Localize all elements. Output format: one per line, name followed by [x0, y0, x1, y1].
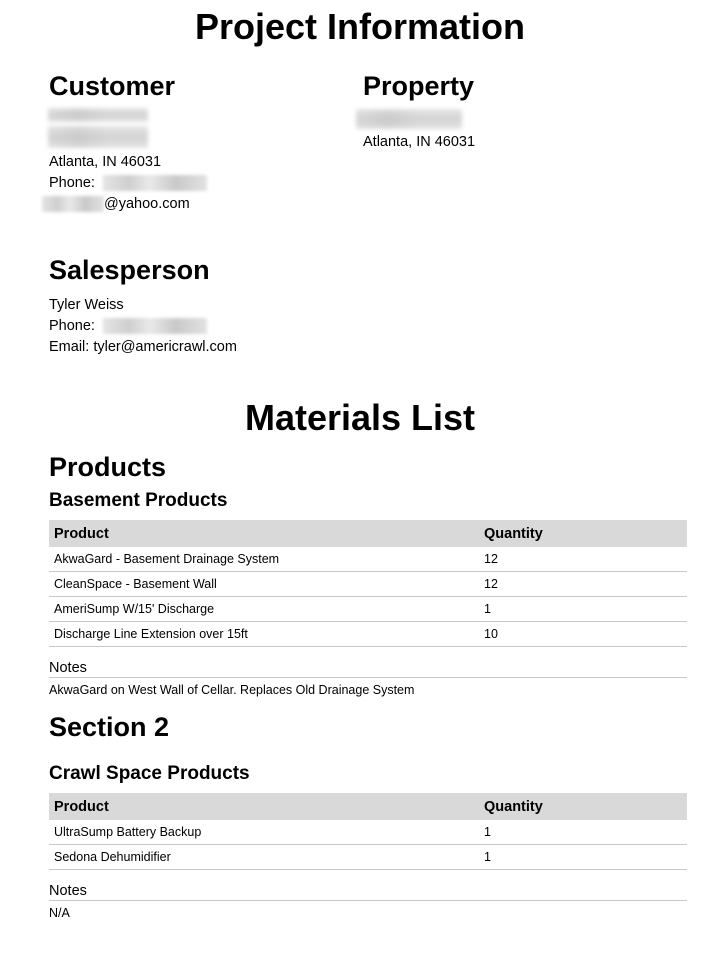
quantity-cell: 12: [479, 572, 687, 597]
table-header-row: [49, 793, 687, 820]
table-row: [49, 820, 687, 845]
quantity-cell: 1: [479, 845, 687, 870]
table-row: [49, 597, 687, 622]
notes-text: AkwaGard on West Wall of Cellar. Replaces Old Drainage System: [49, 683, 415, 697]
products-heading: Products: [49, 452, 167, 482]
redacted-customer-email-user: [42, 196, 104, 212]
table-row: [49, 622, 687, 647]
section-2-heading: Section 2: [49, 712, 170, 742]
customer-heading: Customer: [49, 71, 176, 101]
product-cell: Sedona Dehumidifier: [49, 845, 479, 870]
column-header-product: Product: [49, 520, 479, 547]
redacted-customer-name: [48, 108, 148, 122]
customer-email: [42, 194, 190, 215]
salesperson-email: Email: tyler@americrawl.com: [49, 339, 237, 355]
quantity-cell: 10: [479, 622, 687, 647]
customer-city: Atlanta, IN 46031: [49, 154, 162, 170]
crawl-space-products-table: [49, 793, 687, 870]
notes-label: Notes: [49, 660, 87, 676]
table-row: [49, 845, 687, 870]
quantity-cell: 1: [479, 597, 687, 622]
table-row: [49, 572, 687, 597]
quantity-cell: 1: [479, 820, 687, 845]
notes-text: N/A: [49, 906, 70, 920]
customer-email-suffix: @yahoo.com: [104, 196, 190, 212]
column-header-quantity: Quantity: [479, 520, 687, 547]
notes-divider: [49, 677, 687, 678]
basement-products-heading: Basement Products: [49, 490, 228, 511]
salesperson-phone-label: Phone:: [49, 318, 95, 334]
customer-phone: [49, 173, 207, 194]
product-cell: AmeriSump W/15' Discharge: [49, 597, 479, 622]
column-header-quantity: Quantity: [479, 793, 687, 820]
product-cell: AkwaGard - Basement Drainage System: [49, 547, 479, 572]
redacted-customer-phone: [103, 175, 207, 191]
salesperson-heading: Salesperson: [49, 255, 210, 285]
quantity-cell: 12: [479, 547, 687, 572]
table-row: [49, 547, 687, 572]
redacted-salesperson-phone: [103, 318, 207, 334]
page-title: Project Information: [194, 6, 526, 47]
materials-title: Materials List: [244, 397, 476, 438]
property-city: Atlanta, IN 46031: [363, 134, 476, 150]
redacted-customer-address: [48, 126, 148, 148]
property-heading: Property: [363, 71, 475, 101]
notes-label: Notes: [49, 883, 87, 899]
salesperson-phone: [49, 316, 207, 337]
table-header-row: [49, 520, 687, 547]
product-cell: CleanSpace - Basement Wall: [49, 572, 479, 597]
customer-phone-label: Phone:: [49, 175, 95, 191]
crawl-space-products-heading: Crawl Space Products: [49, 763, 250, 784]
basement-products-table: [49, 520, 687, 647]
column-header-product: Product: [49, 793, 479, 820]
redacted-property-address: [356, 109, 462, 129]
product-cell: Discharge Line Extension over 15ft: [49, 622, 479, 647]
notes-divider: [49, 900, 687, 901]
salesperson-name: Tyler Weiss: [49, 297, 124, 313]
product-cell: UltraSump Battery Backup: [49, 820, 479, 845]
